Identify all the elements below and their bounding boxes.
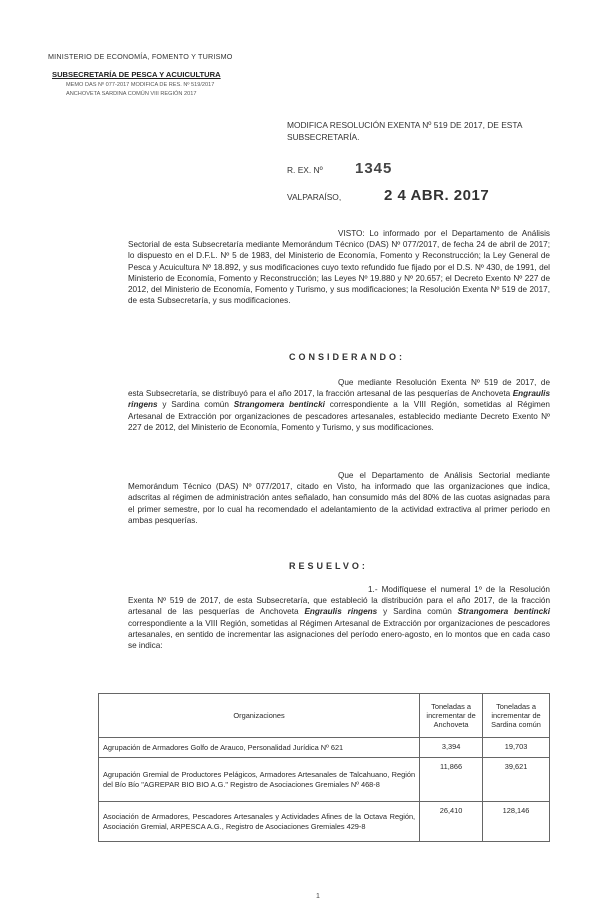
text-segment: y Sardina común xyxy=(377,607,458,617)
memo-reference: MEMO DAS Nº 077-2017 MODIFICA DE RES. Nº 519/2017 xyxy=(66,82,215,88)
rex-number: 1345 xyxy=(355,160,393,177)
text-segment: correspondiente a la VIII Región, sometidas al Régimen Artesanal de Extracción por organizaciones de pescadores artesanales, en sentido de incrementar las asignaciones del período enero-agosto, en lo montos que en cada caso se indica: xyxy=(128,618,550,651)
header-organizations: Organizaciones xyxy=(99,694,420,738)
table-row xyxy=(99,758,550,802)
resuelvo-heading: RESUELVO: xyxy=(289,561,368,571)
text-segment: correspondiente a la VIII Región, sometidas al Régimen Artesanal de Extracción por organizaciones de pescadores artesanales, establecido mediante Decreto Exento Nº 227 de 2012, del Ministerio de Economía, Fomento y Turismo, y sus modificaciones. xyxy=(128,400,550,432)
anchoveta-tons: 11,866 xyxy=(420,758,483,802)
sardina-tons: 19,703 xyxy=(483,738,550,758)
header-sardina: Toneladas a incrementar de Sardina común xyxy=(483,694,550,738)
anchoveta-tons: 3,394 xyxy=(420,738,483,758)
table-row xyxy=(99,738,550,758)
subsecretaria-name: SUBSECRETARÍA DE PESCA Y ACUICULTURA xyxy=(52,70,221,79)
page-number: 1 xyxy=(316,893,320,900)
sardina-tons: 39,621 xyxy=(483,758,550,802)
text-segment: 1.- Modifíquese el numeral 1º de la Resolución Exenta Nº 519 de 2017, de esta Subsecretaría, que estableció la distribución para el año 2017, de la fracción artesanal de las pesquerías de Anchoveta xyxy=(128,585,550,617)
sardina-tons: 128,146 xyxy=(483,802,550,842)
org-name: Agrupación de Armadores Golfo de Arauco, Personalidad Jurídica Nº 621 xyxy=(99,738,420,758)
table-row xyxy=(99,802,550,842)
org-name: Agrupación Gremial de Productores Pelágicos, Armadores Artesanales de Talcahuano, Región del Bío Bío "AGREPAR BIO BIO A.G." Registro de Asociaciones Gremiales Nº 468-8 xyxy=(99,758,420,802)
visto-text: Lo informado por el Departamento de Análisis Sectorial de esta Subsecretaría mediante Memorándum Técnico (DAS) Nº 077/2017, de fecha 24 de abril de 2017; lo dispuesto en el D.F.L. Nº 5 de 1983, del Ministerio de Economía, Fomento y Reconstrucción; la Ley General de Pesca y Acuicultura Nº 18.892, y sus modificaciones cuyo texto refundido fue fijado por el D.S. Nº 430, de 1991, del Ministerio de Economía, Fomento y Reconstrucción; las Leyes Nº 19.880 y Nº 20.657; el Decreto Exento Nº 227 de 2012, del Ministerio de Economía, Fomento y Turismo, y sus modificaciones; la Resolución Exenta Nº 519 de 2017, de esta Subsecretaría, y sus modificaciones. xyxy=(128,229,550,306)
species-name: Engraulis ringens xyxy=(128,389,550,410)
considerando-heading: CONSIDERANDO: xyxy=(289,352,406,362)
ministry-name: MINISTERIO DE ECONOMÍA, FOMENTO Y TURISMO xyxy=(48,52,233,61)
species-name: Engraulis ringens xyxy=(304,607,378,617)
memo-reference-2: ANCHOVETA SARDINA COMÚN VIII REGIÓN 2017 xyxy=(66,91,197,97)
rex-label: R. EX. Nº xyxy=(287,165,323,175)
organizations-table xyxy=(98,693,550,842)
date-stamp: 2 4 ABR. 2017 xyxy=(384,187,490,204)
anchoveta-tons: 26,410 xyxy=(420,802,483,842)
header-anchoveta: Toneladas a incrementar de Anchoveta xyxy=(420,694,483,738)
visto-paragraph xyxy=(128,228,550,306)
considerando-paragraph-2: Que el Departamento de Análisis Sectorial mediante Memorándum Técnico (DAS) Nº 077/2017, citado en Visto, ha informado que las organizaciones que indica, adscritas al régimen de administración antes señalado, han consumido más del 80% de las cuotas asignadas para el primer semestre, por lo cual ha recomendado el adelantamiento de la actividad extractiva al primer periodo en ambas pesquerías. xyxy=(128,471,550,525)
visto-lead: VISTO: xyxy=(338,229,365,238)
considerando-paragraph-1 xyxy=(128,377,550,433)
table-header-row xyxy=(99,694,550,738)
org-name: Asociación de Armadores, Pescadores Artesanales y Actividades Afines de la Octava Región, Asociación Gremial, ARPESCA A.G., Registro de Asociaciones Gremiales 429-8 xyxy=(99,802,420,842)
place-label: VALPARAÍSO, xyxy=(287,192,342,202)
species-name: Strangomera bentincki xyxy=(233,400,325,410)
text-segment: y Sardina común xyxy=(157,400,234,410)
species-name: Strangomera bentincki xyxy=(457,607,550,617)
text-segment: Que mediante Resolución Exenta Nº 519 de 2017, de esta Subsecretaría, se distribuyó para el año 2017, la fracción artesanal de las pesquerías de Anchoveta xyxy=(128,378,550,399)
resolution-reference: MODIFICA RESOLUCIÓN EXENTA Nº 519 DE 2017, DE ESTA SUBSECRETARÍA. xyxy=(287,120,522,142)
resuelvo-paragraph-1 xyxy=(128,584,550,651)
